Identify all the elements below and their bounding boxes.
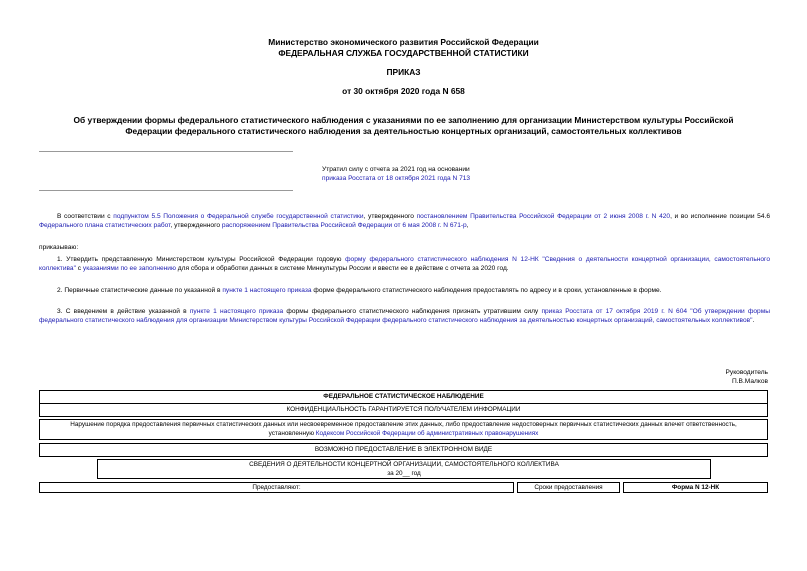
form-number-cell: Форма N 12-НК (623, 482, 768, 493)
link-item-1[interactable]: пункте 1 настоящего приказа (222, 287, 312, 294)
link-decree[interactable]: распоряжением Правительства Российской Федерации от 6 мая 2008 г. N 671-р (221, 222, 467, 229)
signature-name: П.В.Малков (731, 378, 768, 385)
form-confidential-box: КОНФИДЕНЦИАЛЬНОСТЬ ГАРАНТИРУЕТСЯ ПОЛУЧАТЕЛЕМ ИНФОРМАЦИИ (39, 403, 768, 417)
text: , утвержденного (363, 213, 417, 220)
link-resolution[interactable]: постановлением Правительства Российской Федерации от 2 июня 2008 г. N 420 (416, 213, 671, 220)
text: В соответствии с (57, 213, 114, 220)
status-note-link[interactable]: приказа Росстата от 18 октября 2021 года N 713 (322, 175, 471, 182)
order-item-3 (39, 307, 770, 325)
signature-role: Руководитель (725, 369, 768, 376)
text: . (752, 317, 755, 324)
violation-text-2 (40, 430, 767, 439)
text: 1. Утвердить представленную Министерством культуры Российской Федерации годовую (57, 256, 346, 263)
doc-type: ПРИКАЗ (386, 67, 421, 77)
form-violation-box (39, 419, 768, 440)
text: для сбора и обработки данных в системе Минкультуры России и ввести ее в действие с отчета за 2020 год. (175, 265, 509, 272)
text: формы федерального статистического наблюдения признать утратившим силу (283, 308, 542, 315)
text: 3. С введением в действие указанной в (57, 308, 190, 315)
link-form-12nk[interactable]: форму федерального статистического наблюдения N 12-НК "Сведения о деятельности концертной организации, самостоятельного коллектива" (39, 256, 770, 272)
text: установленную (268, 429, 316, 437)
link-regulation[interactable]: подпунктом 5.5 Положения о Федеральной службе государственной статистики (113, 213, 364, 220)
deadlines-cell: Сроки предоставления (517, 482, 620, 493)
link-koap[interactable]: Кодексом Российской Федерации об административных правонарушениях (315, 429, 539, 437)
form-electronic-box: ВОЗМОЖНО ПРЕДОСТАВЛЕНИЕ В ЭЛЕКТРОННОМ ВИДЕ (39, 443, 768, 457)
report-period: за 20__ год (387, 469, 421, 477)
text: , и во исполнение позиции 54.6 (670, 213, 771, 220)
text: форме федерального статистического наблюдения предоставлять по адресу и в сроки, установленные в форме. (311, 287, 662, 294)
link-item-1-b[interactable]: пункте 1 настоящего приказа (189, 308, 284, 315)
link-instructions[interactable]: указаниями по ее заполнению (82, 265, 176, 272)
order-item-2 (39, 286, 770, 295)
form-report-title-box (97, 459, 711, 479)
status-note-text: Утратил силу с отчета за 2021 год на основании (322, 166, 470, 173)
order-word: приказываю: (39, 244, 79, 251)
divider-bottom (39, 190, 293, 191)
signature (726, 368, 768, 386)
divider-top (39, 151, 293, 152)
doc-date-number: от 30 октября 2020 года N 658 (342, 86, 465, 96)
link-order-604[interactable]: приказ Росстата от 17 октября 2019 г. N 604 "Об утверждении формы федерального статистического наблюдения для организации Министерством культуры Российской Федерации федерального статистического наблюдения за деятельностью концертных организаций, самостоятельных коллективов" (39, 308, 770, 324)
order-item-1 (39, 255, 770, 273)
report-title: СВЕДЕНИЯ О ДЕЯТЕЛЬНОСТИ КОНЦЕРТНОЙ ОРГАНИЗАЦИИ, САМОСТОЯТЕЛЬНОГО КОЛЛЕКТИВА (249, 461, 559, 468)
doc-title: Об утверждении формы федерального статистического наблюдения с указаниями по ее заполнению для организации Министерством культуры Российской Федерации федерального статистического наблюдения за деятельностью концертных организаций, самостоятельных коллективов (73, 115, 734, 136)
ministry-name: Министерство экономического развития Российской Федерации (268, 37, 539, 47)
link-federal-plan[interactable]: Федерального плана статистических работ (39, 222, 171, 229)
providers-cell: Предоставляют: (39, 482, 514, 493)
text: , (466, 222, 469, 229)
form-federal-box: ФЕДЕРАЛЬНОЕ СТАТИСТИЧЕСКОЕ НАБЛЮДЕНИЕ (39, 390, 768, 404)
status-note (322, 165, 470, 183)
text: с (75, 265, 83, 272)
text: 2. Первичные статистические данные по указанной в (57, 287, 223, 294)
text: , утвержденного (170, 222, 222, 229)
preamble-paragraph (39, 212, 770, 230)
service-name: ФЕДЕРАЛЬНАЯ СЛУЖБА ГОСУДАРСТВЕННОЙ СТАТИСТИКИ (278, 48, 529, 58)
violation-text: Нарушение порядка предоставления первичных статистических данных или несвоевременное предоставление этих данных, либо предоставление недостоверных первичных статистических данных влечет ответственность, (70, 421, 737, 428)
